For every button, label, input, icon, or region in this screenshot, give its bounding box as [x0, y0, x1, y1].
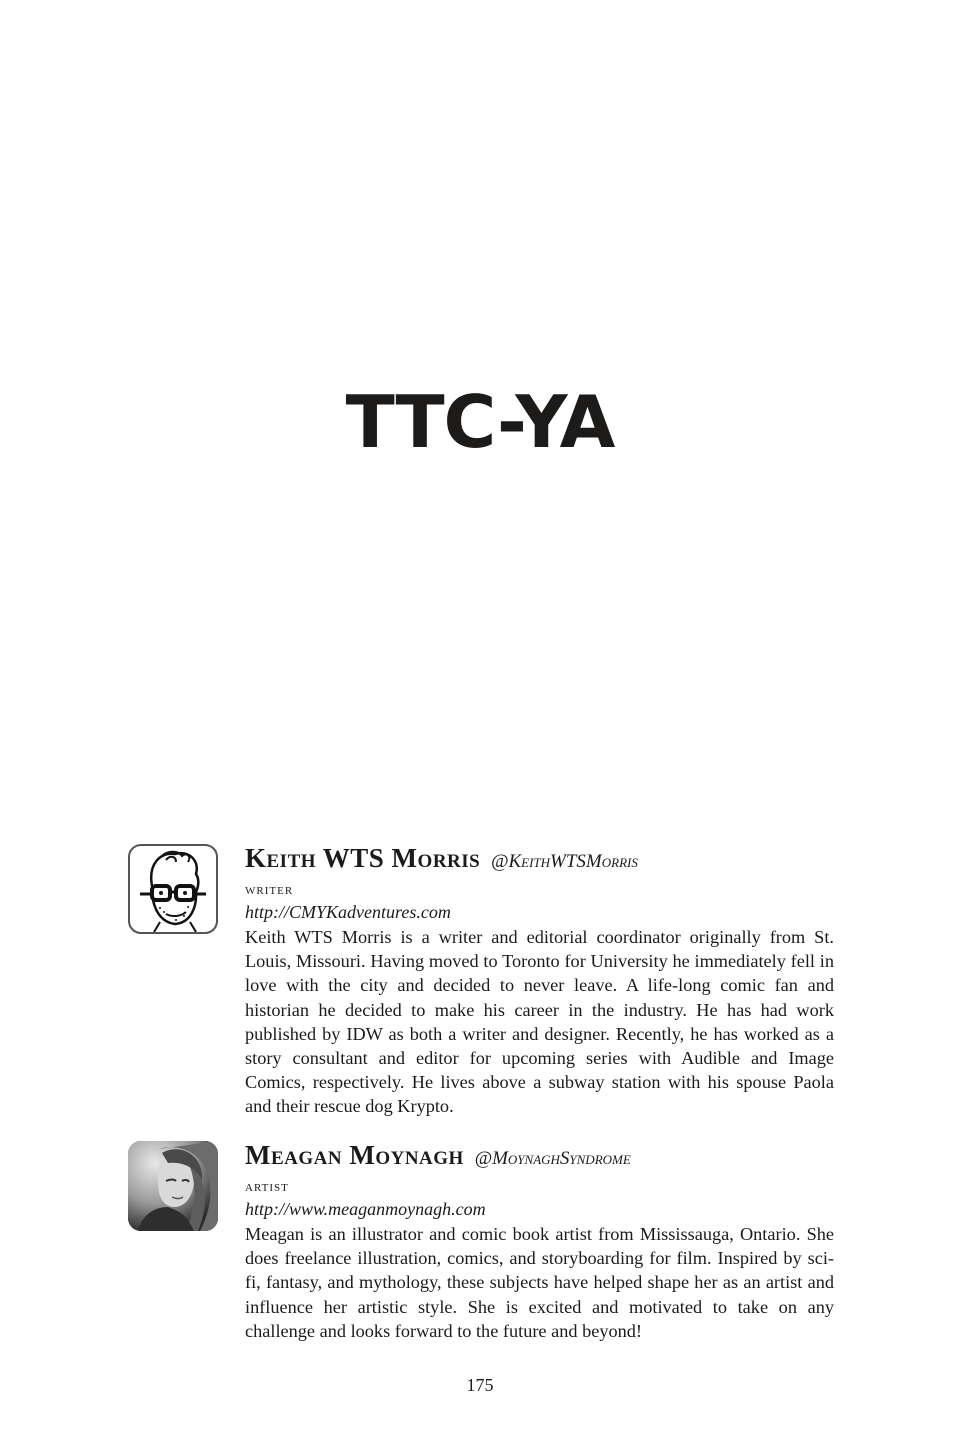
contributor-name: Meagan Moynagh	[245, 1140, 464, 1170]
contributor-bio-text: Keith WTS Morris is a writer and editorial coordinator originally from St. Louis, Missouri. Having moved to Toronto for University he immediately fell in love with the city and decided to never leave. A life-long comic fan and historian he decided to make his career in the industry. He has had work published by IDW as both a writer and designer. Recently, he has worked as a story consultant and editor for upcoming series with Audible and Image Comics, respectively. He lives above a subway station with his spouse Paola and their rescue dog Krypto.	[245, 927, 834, 1117]
contributor-handle: @MoynaghSyndrome	[474, 1148, 631, 1169]
contributor-name: Keith WTS Morris	[245, 843, 481, 873]
page-number: 175	[466, 1375, 494, 1395]
avatar	[128, 1141, 218, 1231]
contributor-name-line	[245, 1140, 834, 1174]
contributor-role: artist	[245, 1179, 289, 1195]
section-title: TTC-YA	[345, 380, 615, 464]
contributor-handle: @KeithWTSMorris	[490, 851, 638, 872]
contributor-role: writer	[245, 882, 294, 898]
cartoon-portrait-icon	[130, 846, 216, 932]
portrait-photo-icon	[128, 1141, 218, 1231]
contributor-url: http://www.meaganmoynagh.com	[245, 1199, 486, 1219]
contributor-name-line	[245, 843, 834, 877]
avatar	[128, 844, 218, 934]
contributor-url: http://CMYKadventures.com	[245, 902, 451, 922]
contributor-bio-text: Meagan is an illustrator and comic book artist from Mississauga, Ontario. She does freelance illustration, comics, and storyboarding for film. Inspired by sci-fi, fantasy, and mythology, these subjects have helped shape her as an artist and influence her artistic style. She is excited and motivated to take on any challenge and looks forward to the future and beyond!	[245, 1224, 834, 1341]
